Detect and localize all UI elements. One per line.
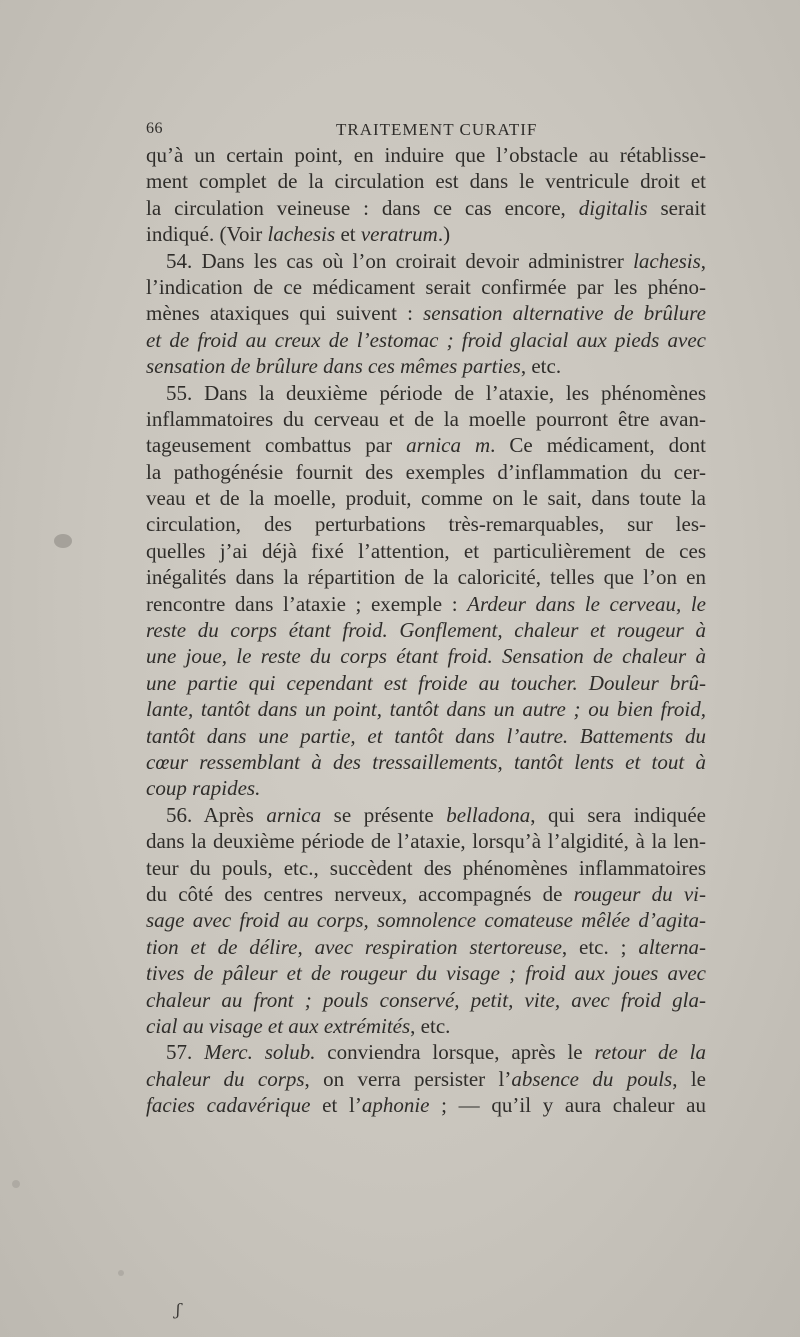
- text-segment: cial au visage et aux extrémités: [146, 1013, 411, 1038]
- text-segment: .): [437, 222, 451, 247]
- text-segment: , etc.: [520, 354, 562, 379]
- text-line: [146, 406, 706, 432]
- text-line: [146, 881, 706, 907]
- text-segment: conviendra lorsque, après le: [315, 1040, 595, 1065]
- text-line: [146, 432, 706, 458]
- text-segment: lante, tantôt dans un point, tantôt dans un autre ; ou bien froid,: [146, 697, 706, 722]
- text-segment: tantôt dans une partie, et tantôt dans l’autre. Battements du: [146, 723, 706, 748]
- text-line: [146, 353, 706, 379]
- paper-spot: [118, 1270, 124, 1276]
- text-segment: et: [335, 222, 361, 247]
- text-segment: sensation de brûlure dans ces mêmes parties: [146, 354, 521, 379]
- text-segment: sage avec froid au corps, somnolence comateuse mêlée d’agita-: [146, 908, 706, 933]
- text-segment: 56. Après: [166, 802, 267, 827]
- text-segment: circulation, des perturbations très-remarquables, sur les-: [146, 512, 706, 537]
- text-segment: 57.: [166, 1040, 205, 1065]
- text-segment: lachesis: [267, 222, 336, 247]
- text-segment: , etc. ;: [561, 934, 639, 959]
- text-line: [146, 934, 706, 960]
- text-line: [146, 564, 706, 590]
- text-segment: veratrum: [360, 222, 438, 247]
- text-segment: absence du pouls: [511, 1066, 673, 1091]
- text-segment: retour de la: [594, 1040, 706, 1065]
- text-line: [146, 1066, 706, 1092]
- text-segment: . Ce médicament, dont: [490, 433, 706, 458]
- text-segment: inflammatoires du cerveau et de la moelle pourront être avan-: [146, 406, 706, 431]
- text-line: [146, 1039, 706, 1065]
- text-segment: Ardeur dans le cerveau, le: [467, 591, 706, 616]
- text-segment: inégalités dans la répartition de la caloricité, telles que l’on en: [146, 565, 706, 590]
- text-line: [146, 327, 706, 353]
- text-segment: et l’: [310, 1093, 362, 1118]
- text-line: [146, 300, 706, 326]
- text-line: [146, 1092, 706, 1118]
- text-segment: tives de pâleur et de rougeur du visage ; froid aux joues avec: [146, 961, 706, 986]
- text-segment: sensation alternative de brûlure: [423, 301, 706, 326]
- text-segment: chaleur au front ; pouls conservé, petit, vite, avec froid gla-: [146, 987, 706, 1012]
- text-segment: du côté des centres nerveux, accompagnés de: [146, 881, 574, 906]
- text-line: [146, 591, 706, 617]
- text-segment: tion et de délire, avec respiration stertoreuse: [146, 934, 562, 959]
- text-segment: reste du corps étant froid. Gonflement, chaleur et rougeur à: [146, 618, 706, 643]
- text-line: [146, 538, 706, 564]
- text-segment: facies cadavérique: [146, 1093, 311, 1118]
- text-segment: l’indication de ce médicament serait confirmée par les phéno-: [146, 274, 706, 299]
- text-segment: la pathogénésie fournit des exemples d’inflammation du cer-: [146, 459, 706, 484]
- text-line: [146, 749, 706, 775]
- text-segment: rencontre dans l’ataxie ; exemple :: [146, 591, 468, 616]
- text-segment: une joue, le reste du corps étant froid. Sensation de chaleur à: [146, 644, 706, 669]
- text-line: [146, 907, 706, 933]
- text-line: [146, 168, 706, 194]
- body-text: [146, 142, 706, 1118]
- text-segment: arnica m: [406, 433, 491, 458]
- text-line: [146, 195, 706, 221]
- text-line: [146, 802, 706, 828]
- text-segment: ; — qu’il y aura chaleur au: [429, 1093, 707, 1118]
- text-segment: alterna-: [638, 934, 706, 959]
- text-line: [146, 987, 706, 1013]
- text-line: [146, 485, 706, 511]
- running-title: TRAITEMENT CURATIF: [336, 120, 538, 139]
- text-segment: rougeur du vi-: [573, 881, 706, 906]
- text-line: [146, 221, 706, 247]
- text-segment: 55. Dans la deuxième période de l’ataxie, les phénomènes: [166, 380, 706, 405]
- ink-mark: ʃ: [176, 1300, 181, 1319]
- text-segment: aphonie: [361, 1093, 430, 1118]
- text-line: [146, 617, 706, 643]
- text-segment: indiqué. (Voir: [146, 222, 268, 247]
- text-line: [146, 696, 706, 722]
- text-segment: coup rapides.: [146, 776, 261, 801]
- text-segment: tageusement combattus par: [146, 433, 407, 458]
- text-segment: dans la deuxième période de l’ataxie, lorsqu’à l’algidité, à la len-: [146, 829, 706, 854]
- text-line: [146, 723, 706, 749]
- text-segment: teur du pouls, etc., succèdent des phénomènes inflammatoires: [146, 855, 706, 880]
- text-segment: veau et de la moelle, produit, comme on le sait, dans toute la: [146, 486, 706, 511]
- text-segment: ,: [700, 248, 706, 273]
- text-segment: chaleur du corps: [146, 1066, 305, 1091]
- paper-spot: [12, 1180, 20, 1188]
- text-line: [146, 380, 706, 406]
- text-segment: , etc.: [410, 1013, 451, 1038]
- text-segment: quelles j’ai déjà fixé l’attention, et particulièrement de ces: [146, 538, 706, 563]
- text-segment: la circulation veineuse : dans ce cas encore,: [146, 195, 579, 220]
- text-segment: arnica: [266, 802, 322, 827]
- text-segment: serait: [647, 195, 706, 220]
- text-segment: mènes ataxiques qui suivent :: [146, 301, 424, 326]
- paper-spot: [54, 534, 72, 548]
- text-line: [146, 828, 706, 854]
- text-segment: lachesis: [633, 248, 701, 273]
- page-header: [146, 118, 706, 142]
- text-segment: digitalis: [578, 195, 648, 220]
- text-segment: , on verra persister l’: [304, 1066, 512, 1091]
- text-segment: belladona: [446, 802, 531, 827]
- text-segment: 54. Dans les cas où l’on croirait devoir administrer: [166, 248, 634, 273]
- text-segment: une partie qui cependant est froide au toucher. Douleur brû-: [146, 670, 706, 695]
- page-number: 66: [146, 120, 163, 137]
- text-segment: se présente: [321, 802, 447, 827]
- text-line: [146, 670, 706, 696]
- text-segment: ment complet de la circulation est dans le ventricule droit et: [146, 169, 706, 194]
- text-line: [146, 775, 706, 801]
- text-segment: cœur ressemblant à des tressaillements, tantôt lents et tout à: [146, 749, 706, 774]
- text-line: [146, 1013, 706, 1039]
- text-line: [146, 643, 706, 669]
- text-line: [146, 142, 706, 168]
- text-line: [146, 274, 706, 300]
- text-segment: qu’à un certain point, en induire que l’obstacle au rétablisse-: [146, 143, 706, 167]
- text-segment: , le: [672, 1066, 706, 1091]
- text-segment: , qui sera indiquée: [530, 802, 706, 827]
- text-line: [146, 855, 706, 881]
- text-line: [146, 960, 706, 986]
- text-line: [146, 248, 706, 274]
- text-segment: Merc. solub.: [204, 1040, 316, 1065]
- text-segment: et de froid au creux de l’estomac ; froid glacial aux pieds avec: [146, 327, 706, 352]
- text-line: [146, 459, 706, 485]
- text-line: [146, 511, 706, 537]
